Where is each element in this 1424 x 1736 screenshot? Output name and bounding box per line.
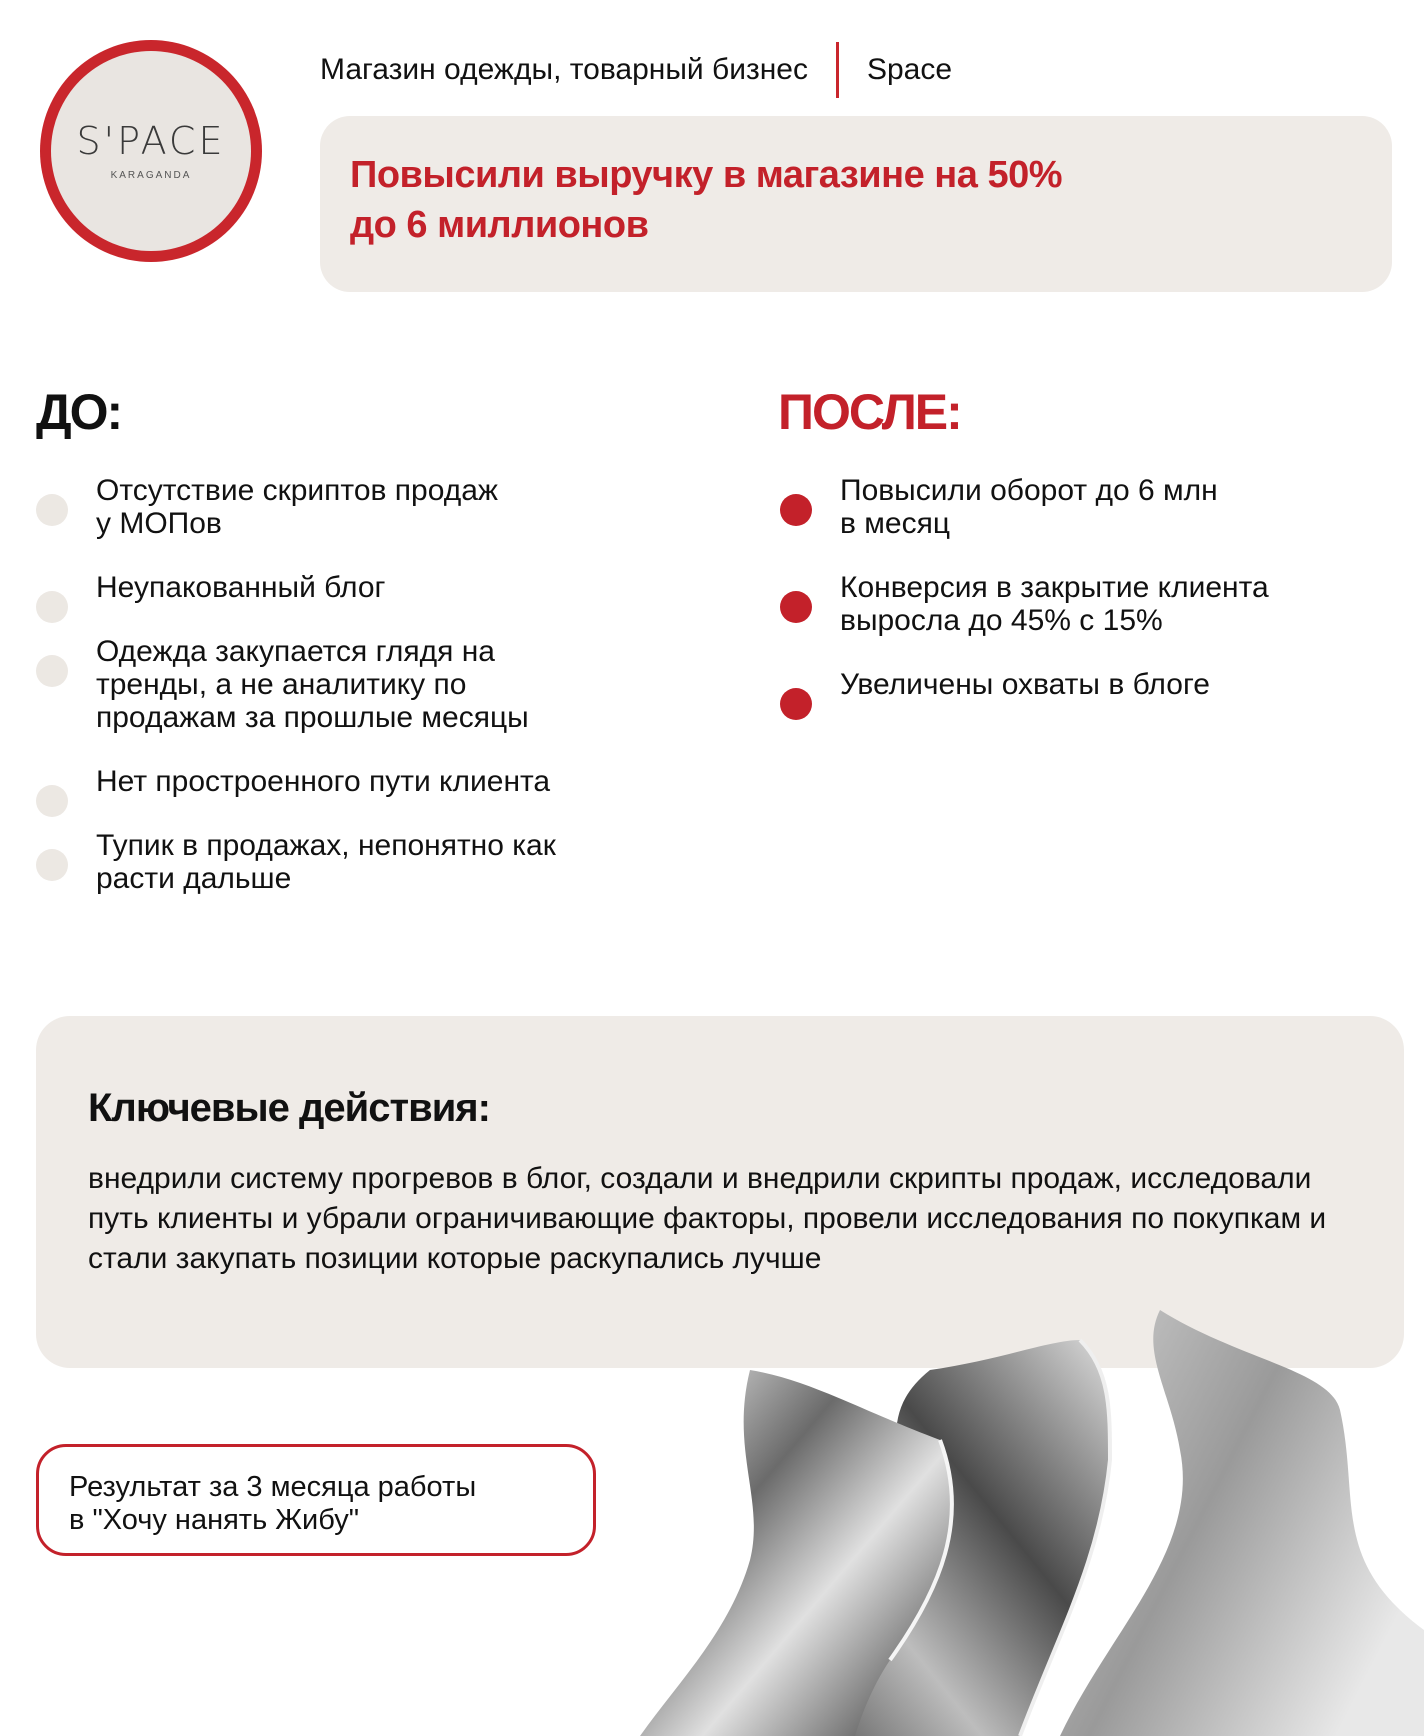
headline — [350, 150, 1250, 250]
list-item — [780, 474, 1400, 540]
headline-line: Повысили выручку в магазине на 50% — [350, 154, 1062, 196]
item-line: в месяц — [840, 507, 951, 540]
bullet-dot-icon — [780, 688, 812, 720]
list-item — [36, 474, 676, 540]
item-line: Одежда закупается глядя на — [96, 635, 495, 668]
item-line: Конверсия в закрытие клиента — [840, 571, 1269, 604]
bullet-dot-icon — [780, 494, 812, 526]
item-line: Тупик в продажах, непонятно как — [96, 829, 556, 862]
business-category: Магазин одежды, товарный бизнес — [320, 53, 808, 86]
bullet-dot-icon — [36, 849, 68, 881]
header-divider — [836, 42, 839, 98]
item-line: у МОПов — [96, 507, 222, 540]
headline-card — [320, 116, 1392, 292]
after-title: ПОСЛЕ: — [778, 384, 961, 440]
before-title: ДО: — [36, 384, 122, 440]
bullet-dot-icon — [36, 785, 68, 817]
list-item — [36, 765, 676, 798]
key-actions-text: внедрили систему прогревов в блог, создали и внедрили скрипты продаж, исследовали путь клиенты и убрали ограничивающие факторы, провели исследования по покупкам и стали закупать позиции которые раскупались лучше — [88, 1162, 1327, 1275]
bullet-dot-icon — [36, 591, 68, 623]
item-line: продажам за прошлые месяцы — [96, 701, 529, 734]
bullet-dot-icon — [780, 591, 812, 623]
logo-city: KARAGANDA — [110, 169, 192, 181]
list-item — [36, 635, 676, 734]
item-line: Неупакованный блог — [96, 571, 386, 604]
result-note — [36, 1444, 596, 1556]
after-list — [780, 474, 1400, 732]
before-list — [36, 474, 676, 926]
bullet-dot-icon — [36, 494, 68, 526]
list-item — [36, 571, 676, 604]
list-item — [780, 668, 1400, 701]
item-line: Повысили оборот до 6 млн — [840, 474, 1218, 507]
chrome-ribbon-icon — [640, 1300, 1424, 1736]
headline-line: до 6 миллионов — [350, 204, 649, 246]
logo-badge — [51, 51, 251, 251]
item-line: Нет простроенного пути клиента — [96, 765, 551, 798]
list-item — [36, 829, 676, 895]
item-line: тренды, а не аналитику по — [96, 668, 467, 701]
item-line: выросла до 45% с 15% — [840, 604, 1163, 637]
item-line: Увеличены охваты в блоге — [840, 668, 1210, 701]
header-line — [320, 50, 952, 90]
logo-wordmark: S'PACE — [76, 118, 226, 163]
result-line: Результат за 3 месяца работы — [69, 1471, 477, 1503]
result-line: в "Хочу нанять Жибу" — [69, 1504, 359, 1536]
company-logo — [40, 40, 262, 262]
item-line: расти дальше — [96, 862, 292, 895]
bullet-dot-icon — [36, 655, 68, 687]
key-actions-title: Ключевые действия: — [88, 1086, 490, 1130]
company-name: Space — [866, 53, 953, 86]
item-line: Отсутствие скриптов продаж — [96, 474, 498, 507]
list-item — [780, 571, 1400, 637]
